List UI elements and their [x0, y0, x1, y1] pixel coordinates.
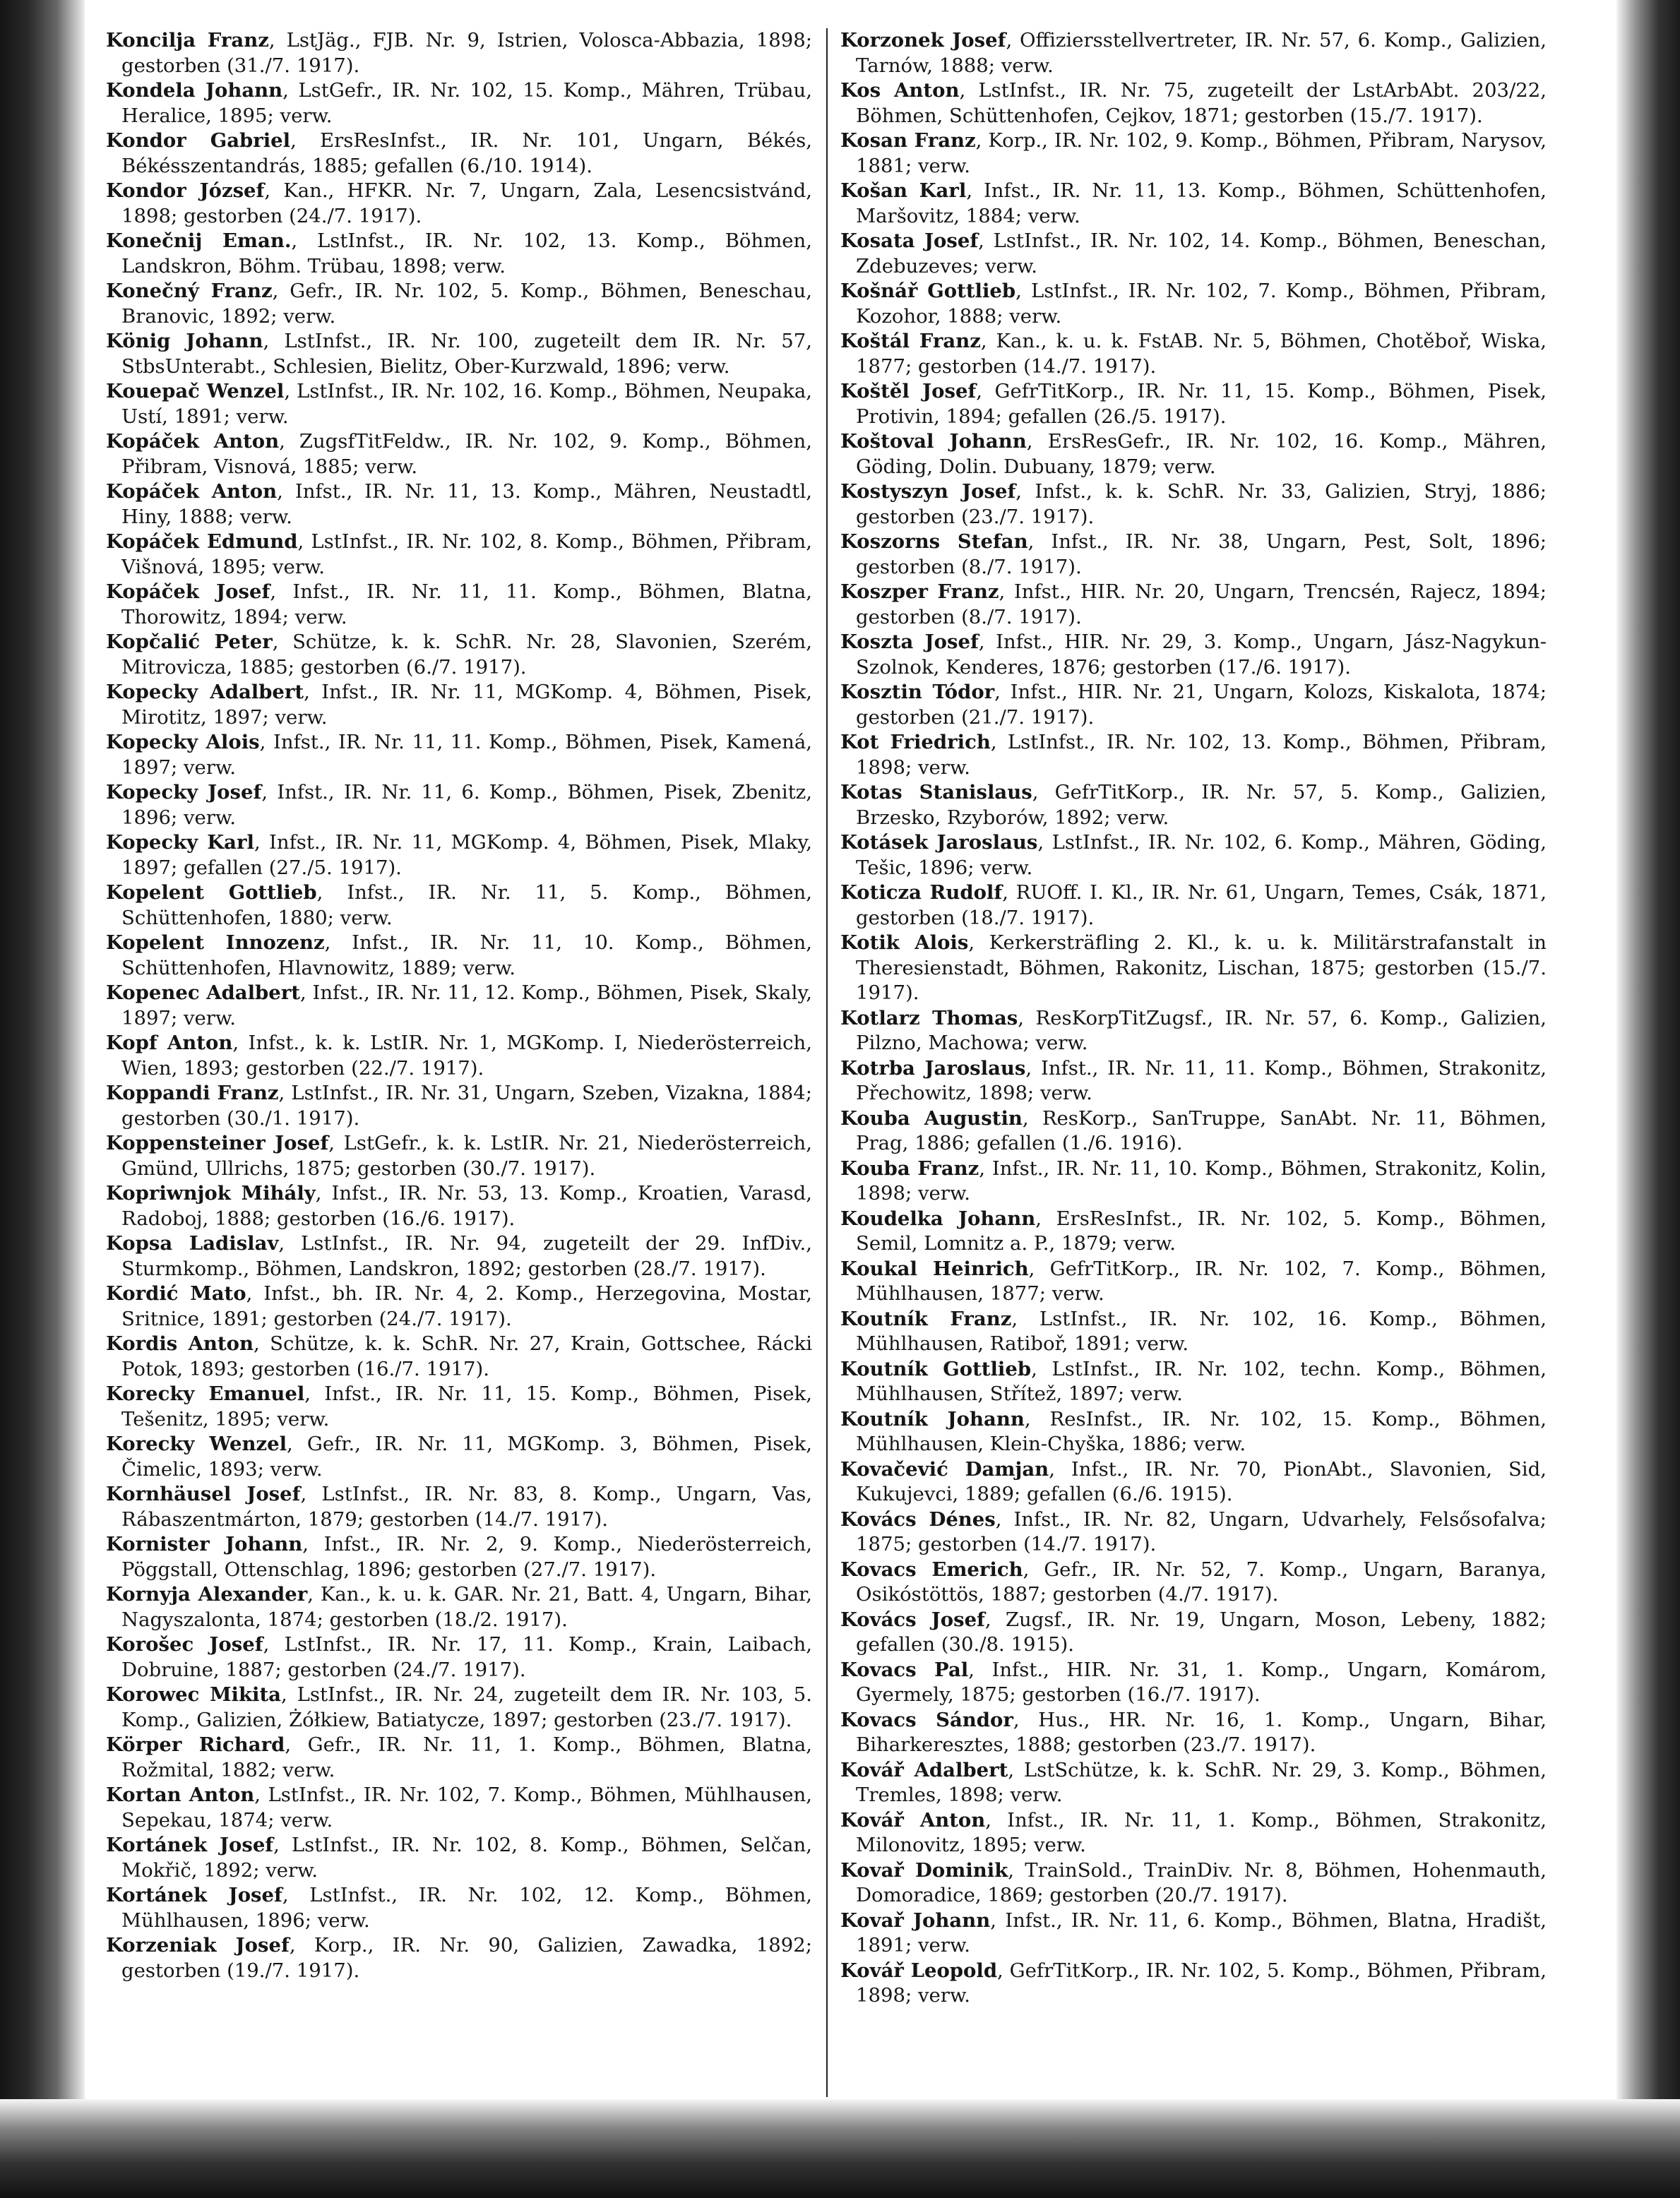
entry-name: Kortánek Josef — [106, 1834, 274, 1856]
list-entry — [106, 1883, 812, 1933]
entry-name: Kovacs Emerich — [840, 1558, 1023, 1581]
entry-details: , Offiziersstellvertreter, IR. Nr. 57, 6. Komp., Galizien, Tarnów, 1888; verw. — [856, 29, 1547, 77]
list-entry — [840, 1558, 1547, 1608]
list-entry — [840, 530, 1547, 580]
entry-name: Kovačević Damjan — [840, 1457, 1049, 1481]
entry-name: Košnář Gottlieb — [840, 280, 1016, 302]
entry-details: , LstInfst., IR. Nr. 102, 12. Komp., Böhmen, Mühlhausen, 1896; verw. — [121, 1884, 812, 1932]
entry-name: Kondor Gabriel — [106, 129, 291, 152]
entry-name: Kotas Stanislaus — [840, 781, 1032, 804]
entry-details: , LstInfst., IR. Nr. 100, zugeteilt dem IR. Nr. 57, StbsUnterabt., Schlesien, Bielitz, Ober-Kurzwald, 1896; verw. — [121, 330, 812, 378]
left-column — [106, 28, 812, 2097]
list-entry — [840, 830, 1547, 880]
entry-details: , LstInfst., IR. Nr. 102, 8. Komp., Böhmen, Selčan, Mokřič, 1892; verw. — [121, 1834, 812, 1882]
column-divider — [826, 28, 828, 2097]
list-entry — [106, 1482, 812, 1532]
entry-details: , LstInfst., IR. Nr. 102, 16. Komp., Böhmen, Neupaka, Ustí, 1891; verw. — [121, 380, 812, 428]
entry-name: Korecky Wenzel — [106, 1433, 287, 1455]
list-entry — [106, 1632, 812, 1683]
entry-details: , Infst., IR. Nr. 11, 11. Komp., Böhmen, Strakonitz, Přechowitz, 1898; verw. — [856, 1056, 1547, 1104]
list-entry — [840, 1959, 1547, 2009]
entry-details: , Infst., HIR. Nr. 29, 3. Komp., Ungarn, Jász-Nagykun-Szolnok, Kenderes, 1876; gestorben (17./6. 1917). — [856, 631, 1547, 679]
list-entry — [840, 279, 1547, 329]
right-column — [840, 28, 1547, 2097]
list-entry — [106, 530, 812, 580]
list-entry — [106, 981, 812, 1031]
list-entry — [840, 1106, 1547, 1157]
entry-details: , Kerkersträfling 2. Kl., k. u. k. Militärstrafanstalt in Theresienstadt, Böhmen, Rakonitz, Lischan, 1875; gestorben (15./7. 1917). — [856, 931, 1547, 1004]
entry-details: , LstInfst., IR. Nr. 102, techn. Komp., Böhmen, Mühlhausen, Střítež, 1897; verw. — [856, 1357, 1547, 1405]
entry-details: , Infst., IR. Nr. 11, 11. Komp., Böhmen, Pisek, Kamená, 1897; verw. — [121, 731, 812, 779]
entry-name: Kovář Adalbert — [840, 1758, 1008, 1781]
list-entry — [840, 780, 1547, 830]
list-entry — [840, 379, 1547, 429]
entry-details: , Kan., k. u. k. GAR. Nr. 21, Batt. 4, Ungarn, Bihar, Nagyszalonta, 1874; gestorben (18./2. 1917). — [121, 1583, 812, 1631]
entry-details: , LstInfst., IR. Nr. 94, zugeteilt der 29. InfDiv., Sturmkomp., Böhmen, Landskron, 1892; gestorben (28./7. 1917). — [121, 1232, 812, 1280]
list-entry — [106, 1733, 812, 1783]
list-entry — [106, 1582, 812, 1632]
entry-name: Koštoval Johann — [840, 430, 1027, 453]
entry-details: , LstInfst., IR. Nr. 102, 13. Komp., Böhmen, Přibram, 1898; verw. — [856, 731, 1547, 779]
entry-details: , LstJäg., FJB. Nr. 9, Istrien, Volosca-Abbazia, 1898; gestorben (31./7. 1917). — [121, 29, 812, 77]
scan-edge-bottom — [0, 2099, 1680, 2198]
entry-details: , Kan., k. u. k. FstAB. Nr. 5, Böhmen, Chotěboř, Wiska, 1877; gestorben (14./7. 1917). — [856, 330, 1547, 378]
list-entry — [840, 78, 1547, 129]
entry-details: , LstInfst., IR. Nr. 17, 11. Komp., Krain, Laibach, Dobruine, 1887; gestorben (24./7. 1917). — [121, 1633, 812, 1681]
list-entry — [840, 179, 1547, 229]
entry-details: , Infst., IR. Nr. 38, Ungarn, Pest, Solt, 1896; gestorben (8./7. 1917). — [856, 530, 1547, 578]
entry-details: , Kan., HFKR. Nr. 7, Ungarn, Zala, Lesencsistvánd, 1898; gestorben (24./7. 1917). — [121, 179, 812, 227]
entry-name: Koutník Gottlieb — [840, 1357, 1032, 1380]
list-entry — [840, 1407, 1547, 1457]
list-entry — [106, 1833, 812, 1883]
entry-details: , Korp., IR. Nr. 102, 9. Komp., Böhmen, Přibram, Narysov, 1881; verw. — [856, 129, 1547, 177]
entry-details: , Infst., IR. Nr. 11, MGKomp. 4, Böhmen, Pisek, Mlaky, 1897; gefallen (27./5. 1917). — [121, 831, 812, 879]
entry-name: Kosztin Tódor — [840, 681, 995, 703]
list-entry — [840, 1507, 1547, 1558]
list-entry — [840, 1357, 1547, 1407]
entry-name: Kovács Dénes — [840, 1507, 996, 1531]
list-entry — [106, 379, 812, 429]
list-entry — [840, 1708, 1547, 1758]
entry-details: , Gefr., IR. Nr. 11, MGKomp. 3, Böhmen, Pisek, Čimelic, 1893; verw. — [121, 1433, 812, 1481]
list-entry — [840, 329, 1547, 379]
entry-details: , Infst., IR. Nr. 11, MGKomp. 4, Böhmen, Pisek, Mirotitz, 1897; verw. — [121, 681, 812, 729]
list-entry — [106, 1432, 812, 1482]
entry-details: , LstInfst., IR. Nr. 75, zugeteilt der LstArbAbt. 203/22, Böhmen, Schüttenhofen, Cejkov, 1871; gestorben (15./7. 1917). — [856, 79, 1547, 127]
list-entry — [840, 1006, 1547, 1056]
list-entry — [840, 1858, 1547, 1909]
entry-name: Körper Richard — [106, 1733, 285, 1756]
entry-details: , Infst., IR. Nr. 2, 9. Komp., Niederösterreich, Pöggstall, Ottenschlag, 1896; gestorben (27./7. 1917). — [121, 1533, 812, 1581]
list-entry — [106, 429, 812, 479]
entry-name: Kornister Johann — [106, 1533, 303, 1555]
entry-details: , GefrTitKorp., IR. Nr. 11, 15. Komp., Böhmen, Pisek, Protivin, 1894; gefallen (26./5. 1917). — [856, 380, 1547, 428]
entry-details: , LstInfst., IR. Nr. 102, 7. Komp., Böhmen, Přibram, Kozohor, 1888; verw. — [856, 280, 1547, 328]
entry-name: Korošec Josef — [106, 1633, 263, 1656]
list-entry — [106, 78, 812, 129]
list-entry — [106, 129, 812, 179]
entry-name: Kosan Franz — [840, 129, 976, 152]
entry-name: Kouba Augustin — [840, 1106, 1023, 1130]
entry-name: Koutník Franz — [840, 1307, 1012, 1330]
list-entry — [106, 931, 812, 981]
entry-name: Kos Anton — [840, 79, 960, 102]
entry-details: , LstInfst., IR. Nr. 102, 14. Komp., Böhmen, Beneschan, Zdebuzeves; verw. — [856, 229, 1547, 277]
entry-details: , Infst., HIR. Nr. 21, Ungarn, Kolozs, Kiskalota, 1874; gestorben (21./7. 1917). — [856, 681, 1547, 729]
entry-name: Kouba Franz — [840, 1157, 979, 1180]
list-entry — [106, 329, 812, 379]
entry-details: , Infst., IR. Nr. 82, Ungarn, Udvarhely, Felsősofalva; 1875; gestorben (14./7. 1917). — [856, 1507, 1547, 1555]
entry-details: , Zugsf., IR. Nr. 19, Ungarn, Moson, Lebeny, 1882; gefallen (30./8. 1915). — [856, 1608, 1547, 1656]
list-entry — [106, 1131, 812, 1181]
entry-details: , LstInfst., IR. Nr. 102, 6. Komp., Mähren, Göding, Tešic, 1896; verw. — [856, 831, 1547, 879]
list-entry — [106, 1683, 812, 1733]
entry-details: , LstInfst., IR. Nr. 102, 13. Komp., Böhmen, Landskron, Böhm. Trübau, 1898; verw. — [121, 229, 812, 277]
entry-name: Kopelent Gottlieb — [106, 881, 317, 904]
entry-details: , LstInfst., IR. Nr. 102, 7. Komp., Böhmen, Mühlhausen, Sepekau, 1874; verw. — [121, 1784, 812, 1832]
entry-name: Kornhäusel Josef — [106, 1483, 301, 1505]
list-entry — [840, 1257, 1547, 1307]
list-entry — [840, 580, 1547, 630]
list-entry — [840, 429, 1547, 479]
list-entry — [840, 479, 1547, 530]
list-entry — [106, 880, 812, 931]
entry-details: , Infst., k. k. LstIR. Nr. 1, MGKomp. I, Niederösterreich, Wien, 1893; gestorben (22./7. 1917). — [121, 1032, 812, 1080]
list-entry — [840, 880, 1547, 931]
list-entry — [106, 630, 812, 680]
entry-details: , Infst., IR. Nr. 11, 13. Komp., Böhmen, Schüttenhofen, Maršovitz, 1884; verw. — [856, 179, 1547, 227]
list-entry — [106, 1081, 812, 1131]
entry-name: Koticza Rudolf — [840, 881, 1003, 904]
entry-details: , Infst., IR. Nr. 11, 1. Komp., Böhmen, Strakonitz, Milonovitz, 1895; verw. — [856, 1808, 1547, 1856]
entry-details: , Infst., IR. Nr. 70, PionAbt., Slavonien, Sid, Kukujevci, 1889; gefallen (6./6. 1915). — [856, 1457, 1547, 1505]
entry-name: Kopf Anton — [106, 1032, 233, 1054]
list-entry — [840, 630, 1547, 680]
entry-details: , LstInfst., IR. Nr. 102, 16. Komp., Böhmen, Mühlhausen, Ratiboř, 1891; verw. — [856, 1307, 1547, 1355]
entry-name: Koncilja Franz — [106, 29, 269, 52]
entry-name: Kopáček Edmund — [106, 530, 298, 553]
list-entry — [106, 1332, 812, 1382]
list-entry — [840, 129, 1547, 179]
entry-details: , LstGefr., k. k. LstIR. Nr. 21, Niederösterreich, Gmünd, Ullrichs, 1875; gestorben (30./7. 1917). — [121, 1132, 812, 1180]
entry-name: Korzeniak Josef — [106, 1934, 290, 1957]
entry-details: , Infst., k. k. SchR. Nr. 33, Galizien, Stryj, 1886; gestorben (23./7. 1917). — [856, 480, 1547, 528]
entry-name: Kovács Josef — [840, 1608, 985, 1631]
list-entry — [840, 1808, 1547, 1858]
entry-name: Kortan Anton — [106, 1784, 255, 1806]
entry-name: König Johann — [106, 330, 263, 352]
list-entry — [106, 1532, 812, 1582]
document-page — [106, 28, 1554, 2097]
list-entry — [106, 179, 812, 229]
list-entry — [840, 229, 1547, 279]
list-entry — [840, 931, 1547, 1006]
entry-details: , Infst., IR. Nr. 11, 11. Komp., Böhmen, Blatna, Thorowitz, 1894; verw. — [121, 580, 812, 628]
entry-details: , Infst., IR. Nr. 11, 10. Komp., Böhmen, Strakonitz, Kolin, 1898; verw. — [856, 1157, 1547, 1205]
entry-details: , Infst., bh. IR. Nr. 4, 2. Komp., Herzegovina, Mostar, Sritnice, 1891; gestorben (24./7. 1917). — [121, 1282, 812, 1330]
entry-name: Kotrba Jaroslaus — [840, 1056, 1026, 1080]
entry-name: Korecky Emanuel — [106, 1382, 305, 1405]
entry-name: Kovacs Sándor — [840, 1708, 1013, 1731]
entry-name: Kot Friedrich — [840, 731, 991, 753]
entry-name: Kovář Leopold — [840, 1959, 998, 1982]
entry-name: Kopáček Anton — [106, 430, 280, 453]
list-entry — [106, 1783, 812, 1833]
entry-details: , Hus., HR. Nr. 16, 1. Komp., Ungarn, Bihar, Biharkeresztes, 1888; gestorben (23./7. 1917). — [856, 1708, 1547, 1756]
entry-name: Korowec Mikita — [106, 1683, 281, 1706]
entry-details: , LstInfst., IR. Nr. 31, Ungarn, Szeben, Vizakna, 1884; gestorben (30./1. 1917). — [121, 1082, 812, 1130]
entry-details: , Gefr., IR. Nr. 11, 1. Komp., Böhmen, Blatna, Rožmital, 1882; verw. — [121, 1733, 812, 1781]
entry-name: Kovař Dominik — [840, 1858, 1008, 1882]
entry-name: Kopsa Ladislav — [106, 1232, 279, 1255]
entry-details: , Infst., HIR. Nr. 31, 1. Komp., Ungarn, Komárom, Gyermely, 1875; gestorben (16./7. 1917). — [856, 1658, 1547, 1706]
entry-name: Kortánek Josef — [106, 1884, 282, 1906]
entry-name: Koštěl Josef — [840, 380, 977, 402]
entry-details: , GefrTitKorp., IR. Nr. 102, 7. Komp., Böhmen, Mühlhausen, 1877; verw. — [856, 1257, 1547, 1305]
entry-details: , Infst., IR. Nr. 11, 5. Komp., Böhmen, Schüttenhofen, 1880; verw. — [121, 881, 812, 929]
entry-name: Kovacs Pal — [840, 1658, 969, 1681]
entry-name: Kopecky Josef — [106, 781, 262, 804]
entry-details: , LstInfst., IR. Nr. 24, zugeteilt dem IR. Nr. 103, 5. Komp., Galizien, Żółkiew, Batiatycze, 1897; gestorben (23./7. 1917). — [121, 1683, 812, 1731]
entry-details: , ErsResInfst., IR. Nr. 102, 5. Komp., Böhmen, Semil, Lomnitz a. P., 1879; verw. — [856, 1207, 1547, 1255]
entry-name: Koszper Franz — [840, 580, 999, 603]
list-entry — [106, 1031, 812, 1081]
entry-name: Konečný Franz — [106, 280, 273, 302]
entry-details: , ResKorpTitZugsf., IR. Nr. 57, 6. Komp., Galizien, Pilzno, Machowa; verw. — [856, 1006, 1547, 1054]
entry-details: , LstInfst., IR. Nr. 83, 8. Komp., Ungarn, Vas, Rábaszentmárton, 1879; gestorben (14./7. 1917). — [121, 1483, 812, 1531]
scan-edge-left — [0, 0, 85, 2198]
list-entry — [106, 780, 812, 830]
entry-details: , Infst., IR. Nr. 11, 6. Komp., Böhmen, Blatna, Hradišt, 1891; verw. — [856, 1909, 1547, 1957]
list-entry — [106, 830, 812, 880]
entry-name: Koudelka Johann — [840, 1207, 1036, 1230]
list-entry — [106, 1181, 812, 1231]
entry-details: , LstGefr., IR. Nr. 102, 15. Komp., Mähren, Trübau, Heralice, 1895; verw. — [121, 79, 812, 127]
entry-name: Kotásek Jaroslaus — [840, 831, 1038, 854]
entry-name: Koutník Johann — [840, 1407, 1025, 1431]
entry-details: , LstSchütze, k. k. SchR. Nr. 29, 3. Komp., Böhmen, Tremles, 1898; verw. — [856, 1758, 1547, 1806]
list-entry — [106, 1382, 812, 1432]
entry-details: , ResKorp., SanTruppe, SanAbt. Nr. 11, Böhmen, Prag, 1886; gefallen (1./6. 1916). — [856, 1106, 1547, 1154]
list-entry — [840, 1658, 1547, 1708]
entry-name: Kotik Alois — [840, 931, 969, 954]
entry-name: Kopáček Josef — [106, 580, 270, 603]
list-entry — [840, 28, 1547, 78]
list-entry — [106, 229, 812, 279]
list-entry — [840, 1758, 1547, 1808]
list-entry — [106, 28, 812, 78]
entry-details: , Infst., IR. Nr. 53, 13. Komp., Kroatien, Varasd, Radoboj, 1888; gestorben (16./6. 1917). — [121, 1182, 812, 1230]
entry-details: , LstInfst., IR. Nr. 102, 8. Komp., Böhmen, Přibram, Višnová, 1895; verw. — [121, 530, 812, 578]
entry-details: , GefrTitKorp., IR. Nr. 102, 5. Komp., Böhmen, Přibram, 1898; verw. — [856, 1959, 1547, 2007]
entry-name: Košan Karl — [840, 179, 967, 202]
list-entry — [840, 730, 1547, 780]
entry-name: Kopecky Karl — [106, 831, 254, 854]
entry-name: Kopenec Adalbert — [106, 981, 300, 1004]
list-entry — [840, 1207, 1547, 1257]
entry-name: Kosata Josef — [840, 229, 979, 252]
entry-details: , Infst., HIR. Nr. 20, Ungarn, Trencsén, Rajecz, 1894; gestorben (8./7. 1917). — [856, 580, 1547, 628]
entry-name: Korzonek Josef — [840, 29, 1006, 52]
entry-details: , Infst., IR. Nr. 11, 15. Komp., Böhmen, Pisek, Tešenitz, 1895; verw. — [121, 1382, 812, 1431]
entry-details: , Infst., IR. Nr. 11, 6. Komp., Böhmen, Pisek, Zbenitz, 1896; verw. — [121, 781, 812, 829]
entry-name: Kostyszyn Josef — [840, 480, 1016, 503]
entry-name: Konečnij Eman. — [106, 229, 292, 252]
entry-name: Kordis Anton — [106, 1332, 254, 1355]
entry-name: Kotlarz Thomas — [840, 1006, 1018, 1029]
list-entry — [106, 730, 812, 780]
entry-details: , ResInfst., IR. Nr. 102, 15. Komp., Böhmen, Mühlhausen, Klein-Chyška, 1886; verw. — [856, 1407, 1547, 1455]
entry-name: Kovař Johann — [840, 1909, 991, 1932]
entry-name: Kopáček Anton — [106, 480, 278, 503]
entry-details: , ErsResInfst., IR. Nr. 101, Ungarn, Békés, Békésszentandrás, 1885; gefallen (6./10. 1914). — [121, 129, 812, 177]
entry-details: , TrainSold., TrainDiv. Nr. 8, Böhmen, Hohenmauth, Domoradice, 1869; gestorben (20./7. 1917). — [856, 1858, 1547, 1906]
list-entry — [840, 1157, 1547, 1207]
entry-details: , Gefr., IR. Nr. 52, 7. Komp., Ungarn, Baranya, Osikóstöttös, 1887; gestorben (4./7. 1917). — [856, 1558, 1547, 1606]
entry-name: Koszta Josef — [840, 631, 979, 653]
entry-details: , Schütze, k. k. SchR. Nr. 27, Krain, Gottschee, Rácki Potok, 1893; gestorben (16./7. 1917). — [121, 1332, 812, 1380]
list-entry — [840, 680, 1547, 730]
entry-details: , ZugsfTitFeldw., IR. Nr. 102, 9. Komp., Böhmen, Přibram, Visnová, 1885; verw. — [121, 430, 812, 478]
entry-details: , ErsResGefr., IR. Nr. 102, 16. Komp., Mähren, Göding, Dolin. Dubuany, 1879; verw. — [856, 430, 1547, 478]
list-entry — [106, 1282, 812, 1332]
entry-details: , Infst., IR. Nr. 11, 10. Komp., Böhmen, Schüttenhofen, Hlavnowitz, 1889; verw. — [121, 931, 812, 979]
list-entry — [106, 279, 812, 329]
entry-name: Kopčalić Peter — [106, 631, 273, 653]
entry-name: Kopriwnjok Mihály — [106, 1182, 316, 1205]
list-entry — [840, 1909, 1547, 1959]
entry-name: Koukal Heinrich — [840, 1257, 1029, 1280]
list-entry — [840, 1608, 1547, 1658]
entry-details: , GefrTitKorp., IR. Nr. 57, 5. Komp., Galizien, Brzesko, Rzyborów, 1892; verw. — [856, 781, 1547, 829]
list-entry — [840, 1056, 1547, 1106]
entry-name: Kordić Mato — [106, 1282, 246, 1305]
entry-name: Kopelent Innozenz — [106, 931, 325, 954]
scan-edge-right — [1616, 0, 1680, 2198]
entry-details: , Infst., IR. Nr. 11, 12. Komp., Böhmen, Pisek, Skaly, 1897; verw. — [121, 981, 812, 1029]
entry-details: , Korp., IR. Nr. 90, Galizien, Zawadka, 1892; gestorben (19./7. 1917). — [121, 1934, 812, 1982]
list-entry — [106, 580, 812, 630]
entry-name: Koštál Franz — [840, 330, 981, 352]
entry-name: Kornyja Alexander — [106, 1583, 308, 1606]
entry-name: Koppensteiner Josef — [106, 1132, 329, 1154]
entry-details: , Infst., IR. Nr. 11, 13. Komp., Mähren, Neustadtl, Hiny, 1888; verw. — [121, 480, 812, 528]
list-entry — [840, 1307, 1547, 1357]
list-entry — [106, 1231, 812, 1282]
list-entry — [106, 479, 812, 530]
entry-details: , RUOff. I. Kl., IR. Nr. 61, Ungarn, Temes, Csák, 1871, gestorben (18./7. 1917). — [856, 881, 1547, 929]
entry-name: Kondor József — [106, 179, 265, 202]
entry-details: , Schütze, k. k. SchR. Nr. 28, Slavonien, Szerém, Mitrovicza, 1885; gestorben (6./7. 1917). — [121, 631, 812, 679]
list-entry — [840, 1457, 1547, 1507]
list-entry — [106, 680, 812, 730]
entry-name: Kouepač Wenzel — [106, 380, 285, 402]
entry-name: Kondela Johann — [106, 79, 283, 102]
entry-name: Koppandi Franz — [106, 1082, 279, 1104]
entry-details: , Gefr., IR. Nr. 102, 5. Komp., Böhmen, Beneschau, Branovic, 1892; verw. — [121, 280, 812, 328]
entry-name: Koszorns Stefan — [840, 530, 1028, 553]
list-entry — [106, 1933, 812, 1983]
entry-name: Kopecky Alois — [106, 731, 260, 753]
entry-name: Kopecky Adalbert — [106, 681, 304, 703]
entry-name: Kovář Anton — [840, 1808, 986, 1832]
